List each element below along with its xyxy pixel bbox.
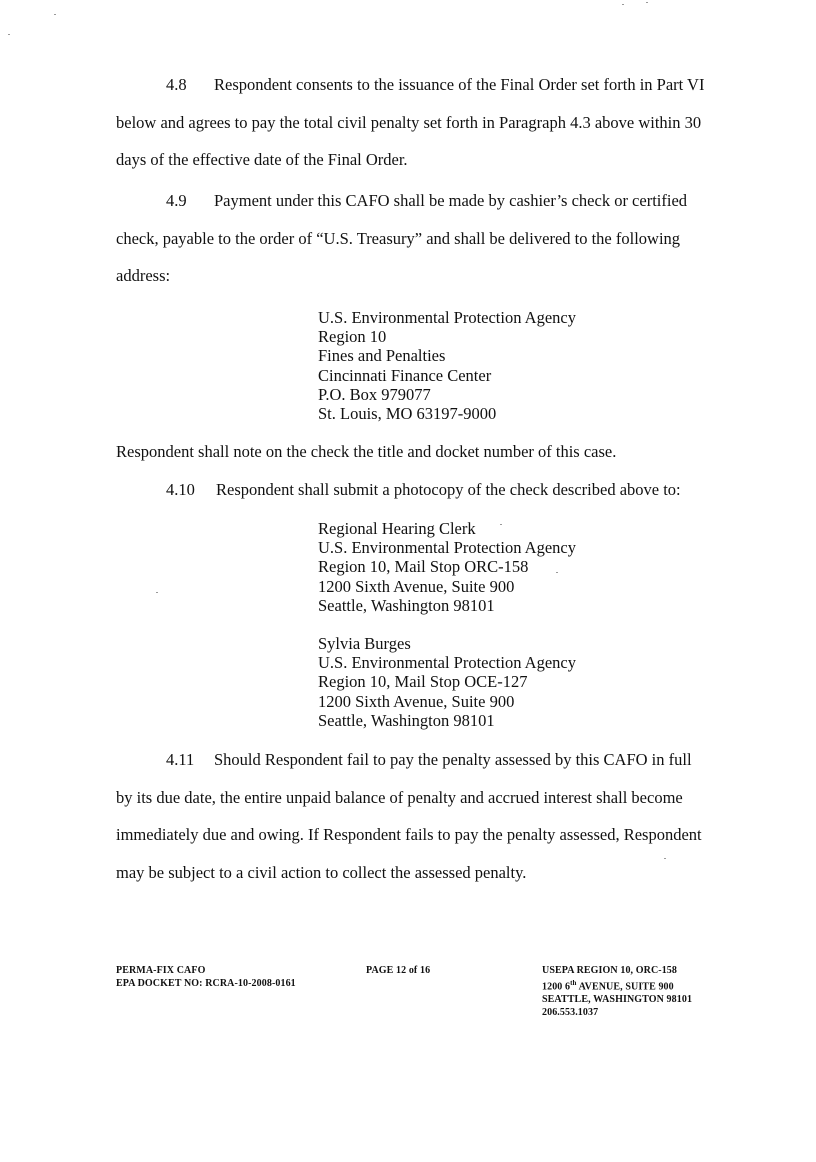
address-line: Region 10, Mail Stop OCE-127 bbox=[318, 672, 528, 692]
clerk-address-block bbox=[318, 519, 576, 615]
footer-agency-line: USEPA REGION 10, ORC-158 bbox=[542, 965, 678, 976]
address-line: Fines and Penalties bbox=[318, 346, 446, 366]
paragraph-text: Respondent consents to the issuance of the Final Order set forth in Part VI bbox=[214, 75, 705, 94]
address-line: U.S. Environmental Protection Agency bbox=[318, 653, 576, 673]
paragraph-4-8 bbox=[116, 66, 726, 179]
address-line: U.S. Environmental Protection Agency bbox=[318, 538, 576, 558]
paragraph-text: below and agrees to pay the total civil penalty set forth in Paragraph 4.3 above within 30 bbox=[116, 112, 702, 132]
scan-speck bbox=[622, 4, 624, 5]
address-line: P.O. Box 979077 bbox=[318, 384, 431, 404]
paragraph-text: address: bbox=[116, 266, 171, 285]
address-line: St. Louis, MO 63197-9000 bbox=[318, 404, 497, 424]
address-line: 1200 Sixth Avenue, Suite 900 bbox=[318, 691, 515, 711]
paragraph-text: may be subject to a civil action to collect the assessed penalty. bbox=[116, 862, 527, 882]
paragraph-text: check, payable to the order of “U.S. Treasury” and shall be delivered to the following bbox=[116, 228, 681, 248]
footer-city-line: SEATTLE, WASHINGTON 98101 bbox=[542, 994, 693, 1006]
paragraph-number: 4.9 bbox=[166, 191, 187, 210]
footer-docket-number: EPA DOCKET NO: RCRA-10-2008-0161 bbox=[116, 978, 296, 989]
footer-case-name: PERMA-FIX CAFO bbox=[116, 965, 206, 976]
paragraph-text: days of the effective date of the Final Order. bbox=[116, 150, 408, 169]
footer-agency-address bbox=[542, 964, 692, 1019]
paragraph-4-11 bbox=[116, 741, 726, 891]
footer-phone-line: 206.553.1037 bbox=[542, 1007, 599, 1019]
address-line: U.S. Environmental Protection Agency bbox=[318, 308, 576, 327]
footer-page-number: PAGE 12 of 16 bbox=[366, 965, 431, 976]
scan-speck bbox=[54, 14, 56, 15]
scan-speck bbox=[500, 524, 502, 525]
scan-speck bbox=[646, 2, 648, 3]
paragraph-text: immediately due and owing. If Respondent fails to pay the penalty assessed, Respondent bbox=[116, 825, 702, 844]
burges-address-block bbox=[318, 634, 576, 730]
paragraph-text: by its due date, the entire unpaid balance of penalty and accrued interest shall become bbox=[116, 787, 683, 807]
scan-speck bbox=[156, 592, 158, 593]
footer-street-line: 1200 6th AVENUE, SUITE 900 bbox=[542, 979, 674, 993]
paragraph-4-9 bbox=[116, 182, 726, 295]
paragraph-text: Should Respondent fail to pay the penalty assessed by this CAFO in full bbox=[214, 750, 692, 769]
address-line: 1200 Sixth Avenue, Suite 900 bbox=[318, 576, 515, 596]
address-line: Sylvia Burges bbox=[318, 634, 411, 653]
address-line: Seattle, Washington 98101 bbox=[318, 710, 495, 730]
payment-address-block bbox=[318, 308, 576, 423]
address-line: Region 10 bbox=[318, 327, 387, 347]
address-line: Regional Hearing Clerk bbox=[318, 519, 476, 538]
paragraph-text: Respondent shall submit a photocopy of the check described above to: bbox=[216, 480, 681, 499]
scan-speck bbox=[664, 858, 666, 859]
check-note-line: Respondent shall note on the check the title and docket number of this case. bbox=[116, 442, 617, 461]
paragraph-4-10 bbox=[166, 480, 681, 500]
paragraph-text: Payment under this CAFO shall be made by cashier’s check or certified bbox=[214, 191, 688, 210]
paragraph-number: 4.11 bbox=[166, 750, 195, 769]
scan-speck bbox=[8, 34, 10, 35]
footer-case-info bbox=[116, 964, 296, 990]
scan-speck bbox=[556, 572, 558, 573]
address-line: Region 10, Mail Stop ORC-158 bbox=[318, 557, 529, 577]
paragraph-number: 4.8 bbox=[166, 75, 187, 94]
paragraph-number: 4.10 bbox=[166, 480, 195, 499]
address-line: Cincinnati Finance Center bbox=[318, 365, 492, 385]
address-line: Seattle, Washington 98101 bbox=[318, 595, 495, 615]
